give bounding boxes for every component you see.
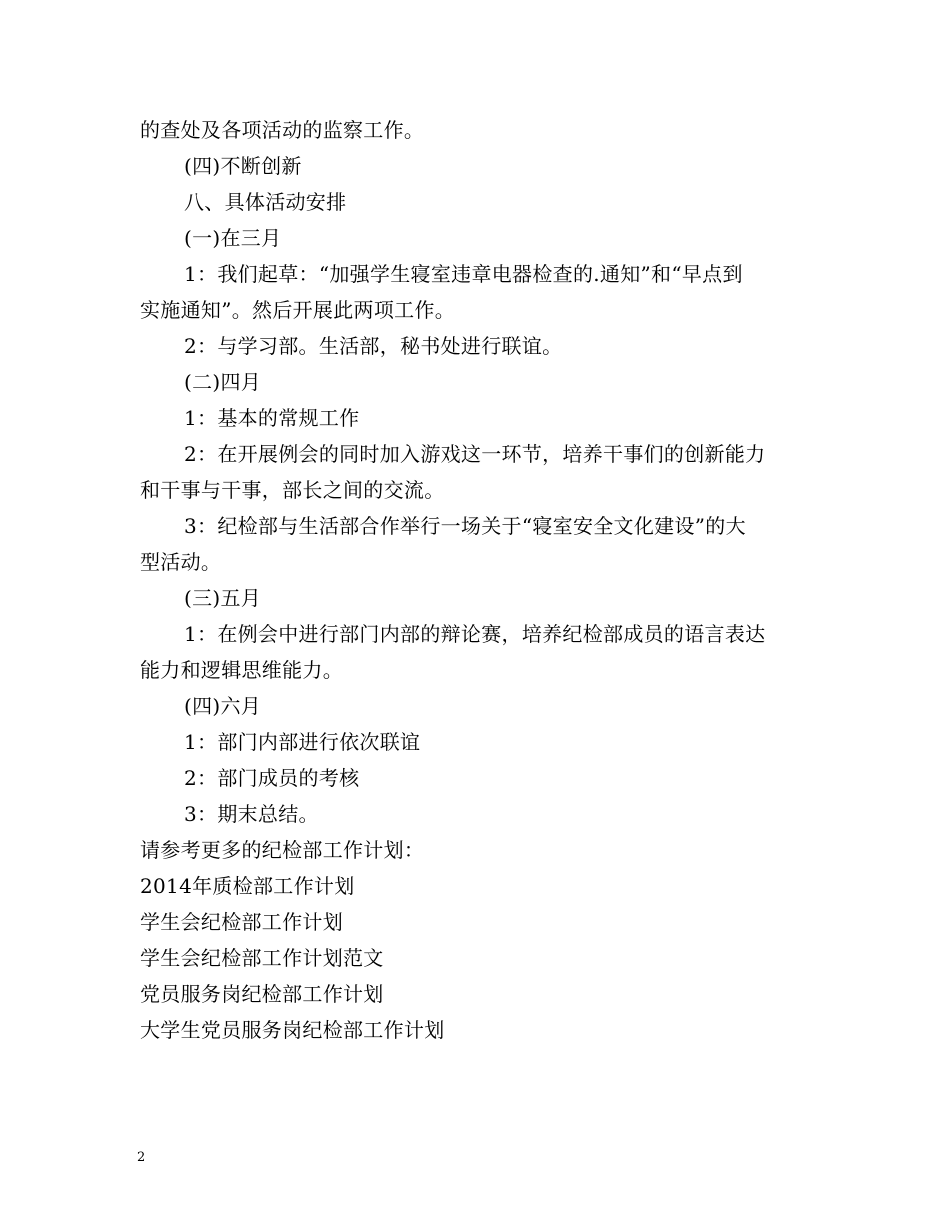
related-plan-link[interactable]: 党员服务岗纪检部工作计划 [140,982,384,1006]
subheading-april: (二)四月 [184,370,262,394]
subheading-may: (三)五月 [184,586,262,610]
section-heading-activity-schedule: 八、具体活动安排 [184,190,347,214]
list-item-may-1-continued: 能力和逻辑思维能力。 [140,658,343,682]
subheading-june: (四)六月 [184,694,262,718]
subheading-march: (一)在三月 [184,226,282,250]
text-line-continuation: 的查处及各项活动的监察工作。 [140,118,425,142]
section-heading-innovation: (四)不断创新 [184,154,302,178]
list-item-march-1: 1：我们起草：“加强学生寝室违章电器检查的.通知”和“早点到 [184,262,743,286]
related-plan-link[interactable]: 学生会纪检部工作计划 [140,910,343,934]
list-item-may-1: 1：在例会中进行部门内部的辩论赛，培养纪检部成员的语言表达 [184,622,766,646]
list-item-april-3-continued: 型活动。 [140,550,222,574]
list-item-april-2: 2：在开展例会的同时加入游戏这一环节，培养干事们的创新能力 [184,442,766,466]
list-item-april-3: 3：纪检部与生活部合作举行一场关于“寝室安全文化建设”的大 [184,514,746,538]
list-item-march-2: 2：与学习部。生活部，秘书处进行联谊。 [184,334,563,358]
related-plan-link[interactable]: 2014年质检部工作计划 [140,874,355,898]
list-item-march-1-continued: 实施通知”。然后开展此两项工作。 [140,298,456,322]
related-plan-link[interactable]: 大学生党员服务岗纪检部工作计划 [140,1018,445,1042]
document-body [140,112,820,1048]
list-item-june-3: 3：期末总结。 [184,802,319,826]
list-item-june-1: 1：部门内部进行依次联谊 [184,730,421,754]
page-number: 2 [137,1150,146,1165]
list-item-june-2: 2：部门成员的考核 [184,766,360,790]
list-item-april-1: 1：基本的常规工作 [184,406,360,430]
list-item-april-2-continued: 和干事与干事，部长之间的交流。 [140,478,445,502]
related-plan-link[interactable]: 学生会纪检部工作计划范文 [140,946,384,970]
related-plans-intro: 请参考更多的纪检部工作计划： [140,838,425,862]
